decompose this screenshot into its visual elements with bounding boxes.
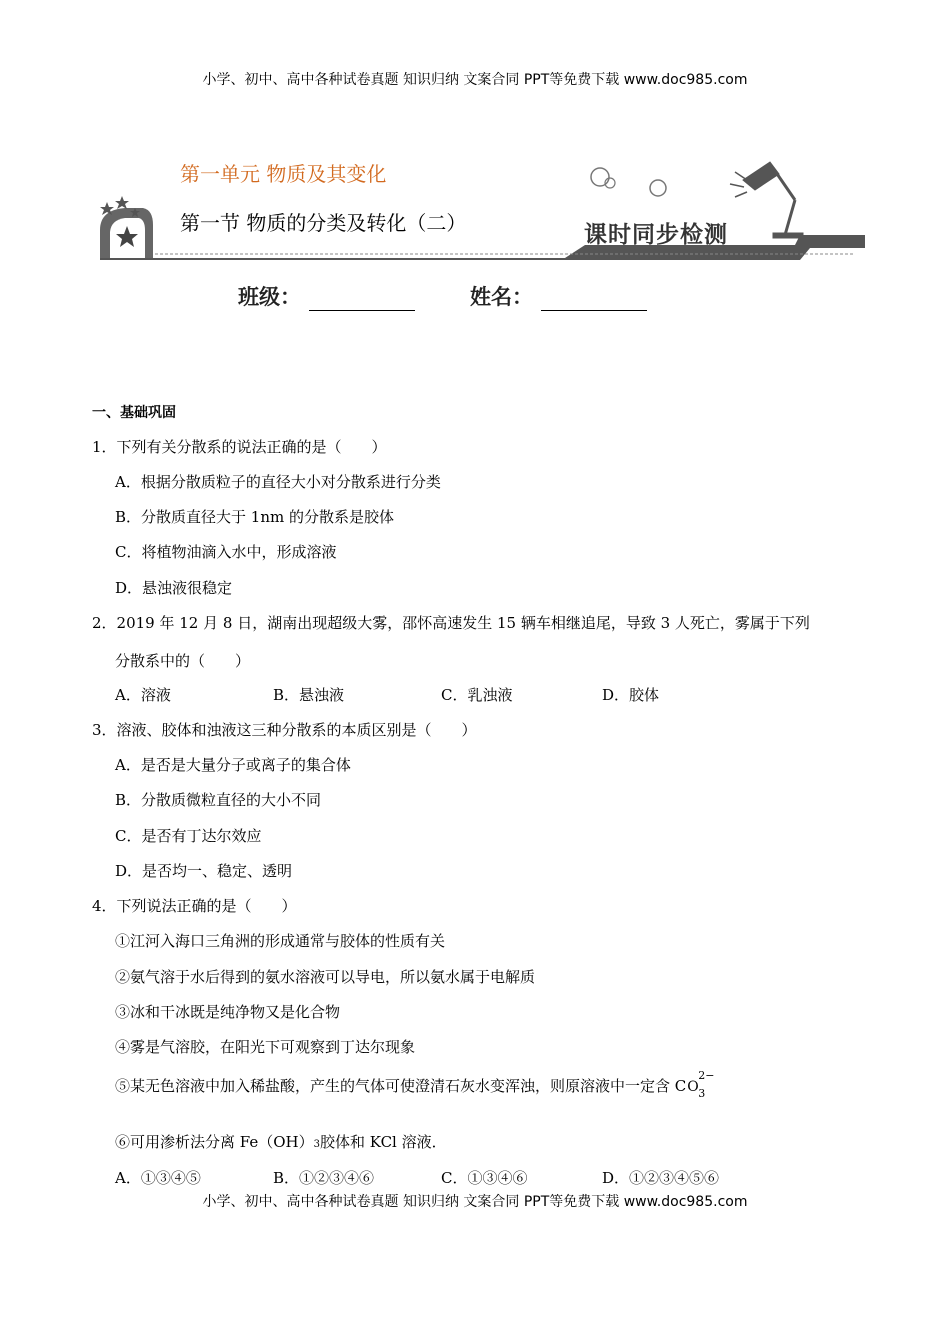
question-1-option-a: A．根据分散质粒子的直径大小对分散系进行分类 [115,473,441,491]
name-label: 姓名： [470,285,533,309]
question-4-statement-2: ②氨气溶于水后得到的氨水溶液可以导电，所以氨水属于电解质 [115,968,536,986]
formula-o: O [687,1079,699,1095]
name-input-line[interactable] [541,290,647,311]
question-3-option-b: B．分散质微粒直径的大小不同 [115,791,322,809]
unit-title: 第一单元 物质及其变化 [180,162,387,186]
section-heading: 一、基础巩固 [92,405,176,421]
question-4-statement-5 [115,1069,715,1100]
question-1-option-c: C．将植物油滴入水中，形成溶液 [115,543,337,561]
carbonate-formula [686,1069,715,1100]
class-input-line[interactable] [309,290,415,311]
question-4-option-a: A．①③④⑤ [115,1169,201,1187]
class-field [238,281,415,311]
star-badge-icon [100,196,153,258]
question-4-option-b: B．①②③④⑥ [273,1169,375,1187]
statement-6-subscript: 3 [313,1139,320,1150]
statement-6-text: ⑥可用渗析法分离 Fe（OH） [115,1133,314,1151]
formula-subscript: 3 [698,1087,706,1100]
question-3-option-c: C．是否有丁达尔效应 [115,827,262,845]
statement-6-tail: 胶体和 KCl 溶液． [320,1133,447,1151]
question-2-stem: 2．2019 年 12 月 8 日，湖南出现超级大雾，邵怀高速发生 15 辆车相继追尾，导致 3 人死亡，雾属于下列 [92,614,810,632]
bubble-icon [591,168,609,186]
question-4-statement-4: ④雾是气溶胶，在阳光下可观察到丁达尔现象 [115,1038,416,1056]
question-2-option-a: A．溶液 [115,686,171,704]
question-4-statement-6 [115,1131,447,1152]
question-2-option-d: D．胶体 [602,686,660,704]
desk-lamp-icon [730,162,803,238]
question-3-stem: 3．溶液、胶体和浊液这三种分散系的本质区别是（ ） [92,721,477,739]
section-title: 第一节 物质的分类及转化（二） [180,211,467,235]
class-label: 班级： [238,285,301,309]
site-banner-top: 小学、初中、高中各种试卷真题 知识归纳 文案合同 PPT等免费下载 www.doc985.com [202,72,748,88]
statement-5-text: ⑤某无色溶液中加入稀盐酸，产生的气体可使澄清石灰水变浑浊，则原溶液中一定含 C [115,1077,687,1095]
question-1-option-b: B．分散质直径大于 1nm 的分散系是胶体 [115,508,394,526]
site-banner-bottom: 小学、初中、高中各种试卷真题 知识归纳 文案合同 PPT等免费下载 www.doc985.com [202,1194,748,1210]
name-field [470,281,647,311]
question-2-option-c: C．乳浊液 [441,686,513,704]
question-3-option-a: A．是否是大量分子或离子的集合体 [115,756,351,774]
sync-test-badge: 课时同步检测 [584,221,728,248]
question-1-stem: 1．下列有关分散系的说法正确的是（ ） [92,438,387,456]
question-4-statement-1: ①江河入海口三角洲的形成通常与胶体的性质有关 [115,932,446,950]
question-2-stem-cont: 分散系中的（ ） [115,652,251,670]
question-1-option-d: D．悬浊液很稳定 [115,579,233,597]
question-4-stem: 4．下列说法正确的是（ ） [92,897,297,915]
question-4-option-c: C．①③④⑥ [441,1169,528,1187]
question-3-option-d: D．是否均一、稳定、透明 [115,862,293,880]
question-4-option-d: D．①②③④⑤⑥ [602,1169,720,1187]
question-2-option-b: B．悬浊液 [273,686,345,704]
question-4-statement-3: ③冰和干冰既是纯净物又是化合物 [115,1003,341,1021]
formula-charge: 2− [698,1069,715,1082]
header-bar [100,235,865,260]
